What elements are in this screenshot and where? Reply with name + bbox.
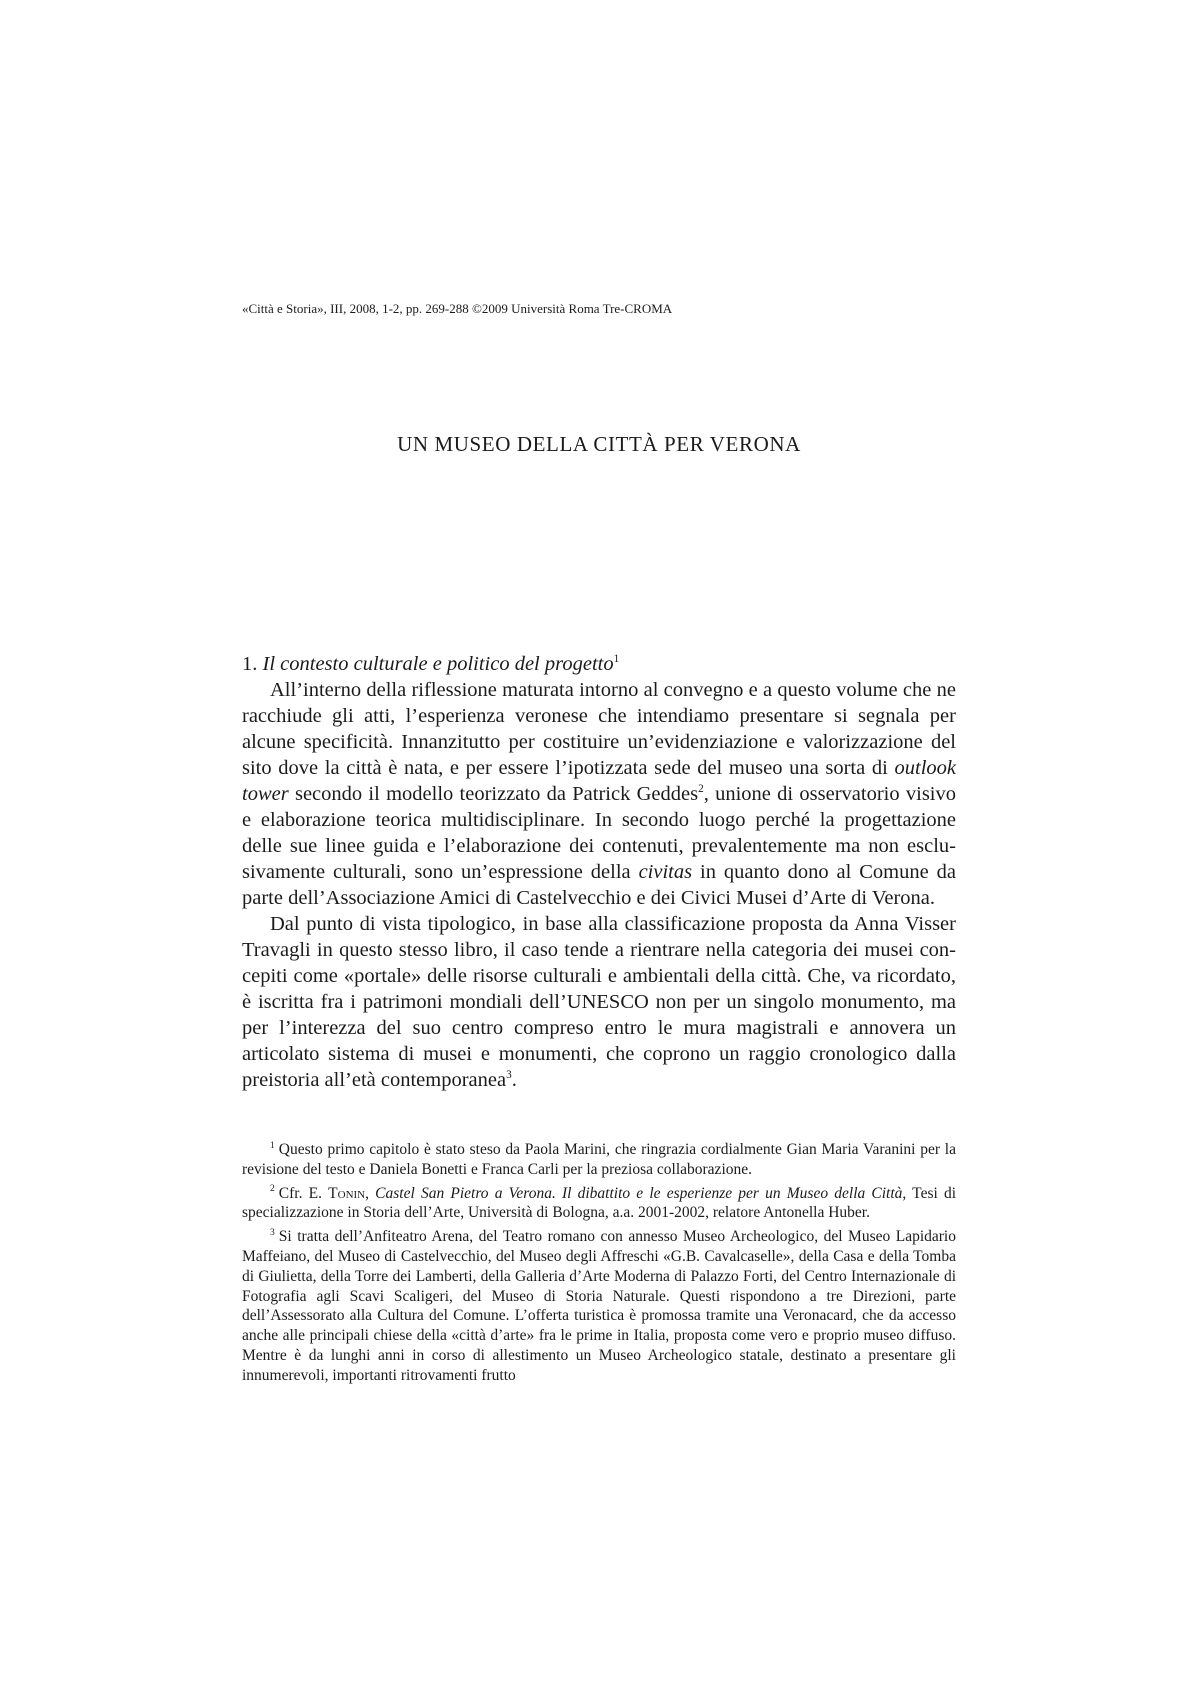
footnote-1-text: Questo primo capitolo è stato steso da Paola Marini, che ringrazia cordialmente Gian Maria Varanini per la revisione del testo e Daniela Bonetti e Franca Carli per la preziosa collaborazione.	[242, 1141, 956, 1178]
article-title: UN MUSEO DELLA CITTÀ PER VERONA	[397, 432, 801, 456]
footnote-3-text: Si tratta dell’Anfiteatro Arena, del Teatro romano con annesso Museo Archeologico, del Museo Lapidario Maffeiano, del Museo di Castelvecchio, del Museo degli Affreschi «G.B. Cavalcaselle», della Casa e della Tomba di Giulietta, della Torre dei Lamberti, della Galleria d’Arte Moderna di Palazzo Forti, del Centro Internazionale di Fotografia agli Scavi Scaligeri, del Museo di Storia Naturale. Questi rispondono a tre Direzioni, parte dell’Assessorato alla Cultura del Comune. L’offerta turistica è promossa tramite una Veronacard, che da accesso anche alle principali chiese della «città d’arte» fra le prime in Italia, proposta come vero e proprio museo diffuso. Mentre è da lunghi anni in corso di allestimento un Museo Archeologico statale, destinato a presentare gli innumerevoli, importanti ritrovamenti frutto	[242, 1228, 956, 1384]
section-number: 1.	[242, 653, 258, 675]
paragraph-1-italic-outlook: outlook tower	[242, 757, 956, 805]
footnote-2-author: Tonin	[328, 1184, 366, 1202]
body-text	[242, 651, 956, 1093]
paragraph-1-part-a: All’interno della riflessione maturata intorno al convegno e a questo volume che ne racchiude gli atti, l’esperienza veronese che intendiamo presentare si segnala per alcune specificità. Innanzitutto per costituire un’evidenziazione e valorizzazione del sito dove la città è nata, e per essere l’ipotizzata sede del museo una sorta di	[242, 679, 956, 779]
paragraph-1-part-f: in quanto dono al Comune da parte dell’Associazione Amici di Castelvecchio e dei Civici Musei d’Arte di Verona.	[242, 861, 956, 909]
footnote-1-mark: 1	[270, 1139, 275, 1151]
footnote-ref-2[interactable]: 2	[698, 783, 704, 796]
footnotes	[242, 1140, 956, 1390]
paragraph-1-italic-civitas: civitas	[638, 861, 693, 883]
footnote-2-mark: 2	[270, 1183, 275, 1195]
paragraph-1-part-d: , unione di osservatorio visivo e elaborazione teorica multidisciplinare. In secondo luogo perché la progettazione delle sue linee guida e l’elaborazione dei contenuti, prevalentemente ma non esclusivamente culturali, sono un’espressione della	[242, 783, 956, 883]
footnote-2-part-a: Cfr. E.	[278, 1184, 329, 1202]
footnote-2-part-b: ,	[365, 1184, 376, 1202]
paragraph-2-part-b: .	[511, 1069, 517, 1091]
footnote-1	[242, 1140, 956, 1180]
footnote-2-part-c: , Tesi di specializzazione in Storia dell’Arte, Università di Bologna, a.a. 2001-2002, relatore Antonella Huber.	[242, 1184, 957, 1222]
footnote-ref-1[interactable]: 1	[613, 653, 620, 666]
paragraph-2-part-a: Dal punto di vista tipologico, in base alla classificazione proposta da Anna Visser Travagli in questo stesso libro, il caso tende a rientrare nella categoria dei musei concepiti come «portale» delle risorse culturali e ambientali della città. Che, va ricordato, è iscritta fra i patrimoni mondiali dell’UNESCO non per un singolo monumento, ma per l’interezza del suo centro compreso entro le mura magistrali e annovera un articolato sistema di musei e monumenti, che coprono un raggio cronologico dalla preistoria all’età contemporanea	[242, 913, 956, 1091]
paragraph-1-part-c: secondo il modello teorizzato da Patrick Geddes	[288, 783, 699, 805]
footnote-ref-3[interactable]: 3	[506, 1069, 512, 1082]
footnote-3	[242, 1227, 956, 1385]
footnote-3-mark: 3	[270, 1227, 275, 1239]
running-head: «Città e Storia», III, 2008, 1-2, pp. 269-288 ©2009 Università Roma Tre-CROMA	[242, 301, 673, 316]
paragraph-2	[242, 911, 956, 1093]
footnote-2	[242, 1184, 956, 1224]
section-heading	[242, 651, 956, 677]
section-heading-text: Il contesto culturale e politico del progetto	[262, 653, 614, 675]
footnote-2-title: Castel San Pietro a Verona. Il dibattito e le esperienze per un Museo della Città	[375, 1184, 903, 1202]
paragraph-1	[242, 677, 956, 911]
